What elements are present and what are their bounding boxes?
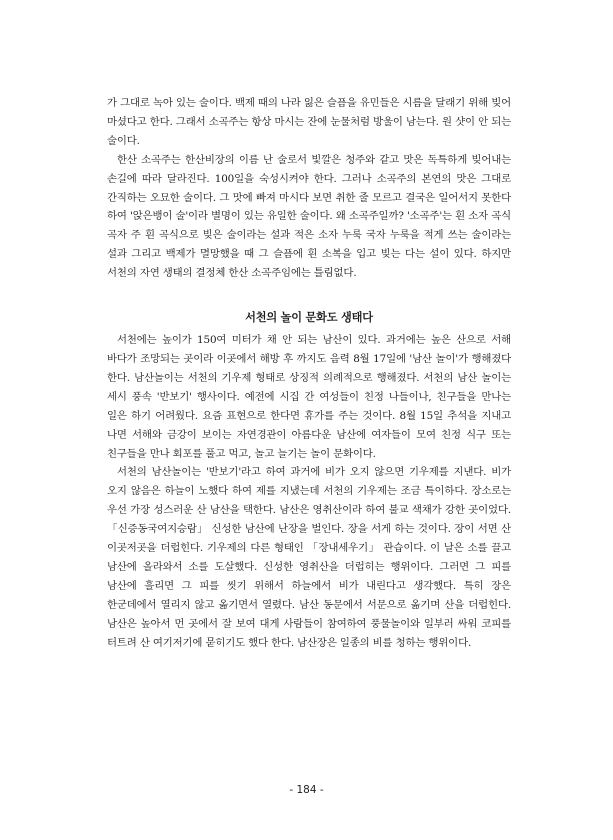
intro-paragraph-1: 가 그대로 녹아 있는 술이다. 백제 때의 나라 잃은 슬픔을 유민들은 시름을 달래기 위해 빚어 마셨다고 한다. 그래서 소곡주는 항상 마시는 잔에 눈물처럼 방울이 남는다. 원 샷이 안 되는 술이다.	[107, 97, 511, 147]
page-body	[107, 94, 511, 652]
page-number: - 184 -	[289, 784, 324, 796]
section-paragraph-1: 서천에는 높이가 150여 미터가 채 안 되는 남산이 있다. 과거에는 높은 산으로 서해 바다가 조망되는 곳이라 이곳에서 해방 후 까지도 음력 8월 17일에 '남산 놀이'가 행해졌다 한다. 남산놀이는 서천의 기우제 형태로 상징적 의례적으로 행해졌다. 서천의 남산 놀이는 세시 풍속 '반보기' 행사이다. 예전에 시집 간 여성들이 친정 나들이나, 친구들을 만나는 일은 하기 어려웠다. 요즘 표현으로 한다면 휴가를 주는 것이다. 8월 15일 추석을 지내고 나면 서해와 금강이 보이는 자연경관이 아름다운 남산에 여자들이 모여 친정 식구 또는 친구들을 만나 회포를 풀고 먹고, 놀고 늘기는 놀이 문화이다.	[107, 334, 511, 460]
intro-paragraph-2: 한산 소곡주는 한산비장의 이름 난 술로서 빛깔은 청주와 같고 맛은 독특하게 빚어내는 손길에 따라 달라진다. 100일을 숙성시켜야 한다. 그러나 소곡주의 본연의 맛은 그대로 간직하는 오묘한 술이다. 그 맛에 빠져 마시다 보면 취한 줄 모르고 결국은 일어서지 못한다 하여 '앉은뱅이 술'이라 별명이 있는 유일한 술이다. 왜 소곡주일까? '소곡주'는 흰 소자 곡식 곡자 주 흰 곡식으로 빚은 술이라는 설과 적은 소자 누룩 국자 누룩을 적게 쓰는 술이라는 설과 그리고 백제가 멸망했을 때 그 슬픔에 흰 소복을 입고 빚는 다는 설이 있다. 하지만 서천의 자연 생태의 결정체 한산 소곡주임에는 틀림없다.	[107, 153, 511, 280]
section-title: 서천의 놀이 문화도 생태다	[245, 311, 373, 325]
section-paragraph-2: 서천의 남산놀이는 '반보기'라고 하여 과거에 비가 오지 않으면 기우제를 지낸다. 비가 오지 않음은 하늘이 노했다 하여 제를 지냈는데 서천의 기우제는 조금 특이하다. 장소로는 우선 가장 성스러운 산 남산을 택한다. 남산은 영취산이라 하여 불교 색채가 강한 곳이었다. 「신증동국여지승람」 신성한 남산에 난장을 벌인다. 장을 서게 하는 것이다. 장이 서면 산 이곳저곳을 더럽힌다. 기우제의 다른 형태인 「장내세우기」 관습이다. 이 날은 소를 끌고 남산에 올라와서 소를 도살했다. 신성한 영취산을 더럽히는 행위이다. 그러면 그 피를 남산에 흘리면 그 피를 씻기 위해서 하늘에서 비가 내린다고 생각했다. 특히 장은 한군데에서 열리지 않고 옮기면서 열렸다. 남산 동문에서 서문으로 옮기며 산을 더럽힌다. 남산은 높아서 먼 곳에서 잘 보여 대게 사람들이 참여하여 풍물놀이와 일부러 싸워 코피를 터트려 산 여기저기에 묻히기도 했다 한다. 남산장은 일종의 비를 청하는 행위이다.	[107, 466, 511, 649]
